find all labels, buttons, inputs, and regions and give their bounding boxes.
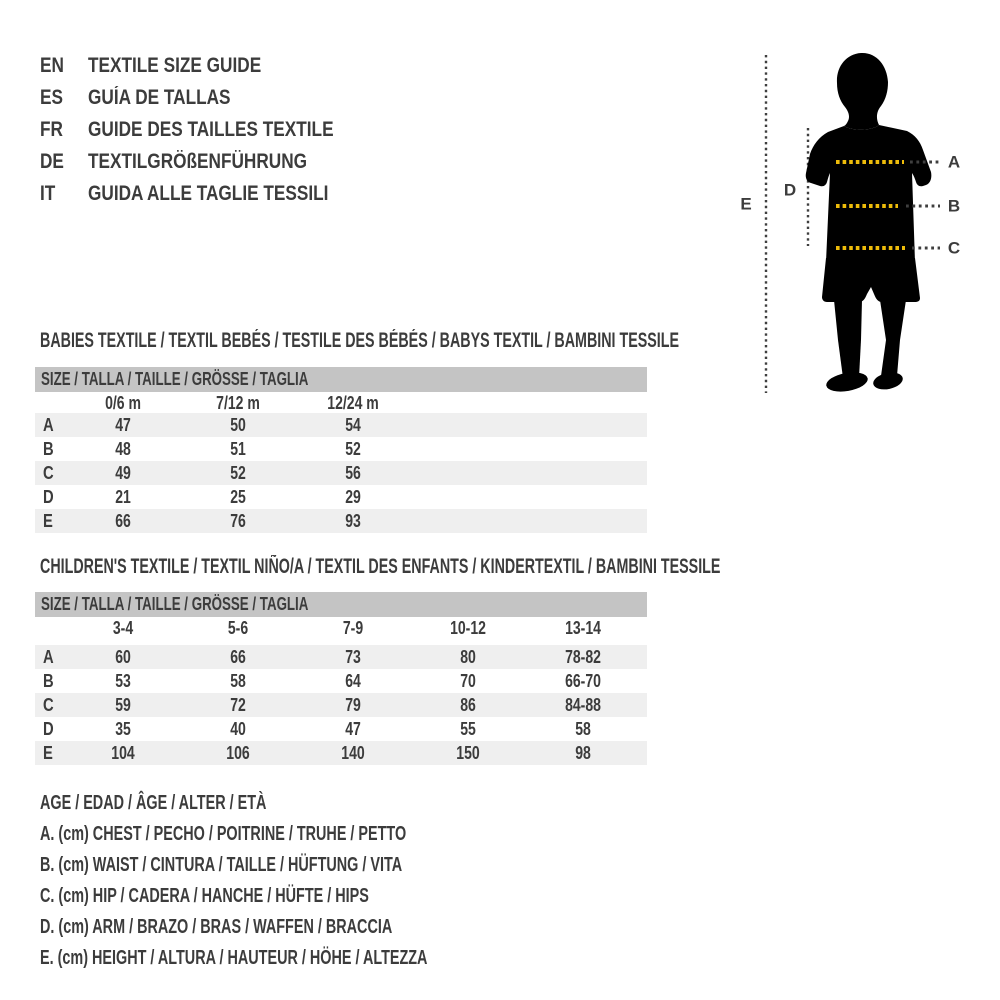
silhouette-head: [837, 53, 888, 130]
table-cell: 73: [345, 647, 362, 667]
language-code: DE: [40, 150, 64, 173]
row-label: A: [43, 415, 54, 435]
legend-arm-line: D. (cm) ARM / BRAZO / BRAS / WAFFEN / BRACCIA: [40, 916, 393, 938]
language-title: GUIDE DES TAILLES TEXTILE: [88, 118, 334, 141]
column-label: 12/24 m: [327, 393, 380, 413]
silhouette-torso: [806, 125, 932, 262]
figure-label-B: B: [947, 196, 961, 216]
row-label: C: [43, 463, 54, 483]
row-label: B: [43, 439, 54, 459]
table-cell: 72: [230, 695, 247, 715]
table-cell: 21: [115, 487, 132, 507]
table-cell: 58: [230, 671, 247, 691]
table-cell: 52: [345, 439, 362, 459]
table-row: [35, 437, 647, 461]
table-row: [35, 461, 647, 485]
children-column-labels: [35, 618, 647, 639]
legend-height-line: E. (cm) HEIGHT / ALTURA / HAUTEUR / HÖHE / ALTEZZA: [40, 947, 428, 969]
table-cell: 86: [460, 695, 477, 715]
table-cell: 66: [230, 647, 247, 667]
row-label: D: [43, 719, 54, 739]
table-cell: 56: [345, 463, 362, 483]
table-row: [35, 509, 647, 533]
children-section-title: CHILDREN'S TEXTILE / TEXTIL NIÑO/A / TEXTIL DES ENFANTS / KINDERTEXTIL / BAMBINI TESSILE: [40, 555, 721, 578]
language-row-es: [40, 82, 387, 114]
table-cell: 104: [111, 743, 136, 763]
table-cell: 66: [115, 511, 132, 531]
spacer-cell: [35, 618, 66, 639]
table-cell: 29: [345, 487, 362, 507]
language-row-en: [40, 50, 387, 82]
column-label: 0/6 m: [105, 393, 142, 413]
language-list: [40, 50, 387, 210]
table-cell: 140: [341, 743, 366, 763]
language-title: GUÍA DE TALLAS: [88, 86, 231, 109]
silhouette-left-shoe: [825, 369, 869, 394]
figure-label-D: D: [783, 180, 797, 200]
table-row: [35, 741, 647, 765]
column-label: 5-6: [228, 618, 249, 638]
figure-label-E: E: [740, 194, 752, 214]
table-cell: 150: [456, 743, 481, 763]
column-label: 3-4: [113, 618, 134, 638]
row-label: A: [43, 647, 54, 667]
babies-section: [35, 329, 679, 540]
table-cell: 52: [230, 463, 247, 483]
table-cell: 55: [460, 719, 477, 739]
column-label: 7/12 m: [216, 393, 261, 413]
table-row: [35, 645, 647, 669]
table-cell: 50: [230, 415, 247, 435]
table-cell: 84-88: [565, 695, 602, 715]
table-row: [35, 669, 647, 693]
table-cell: 58: [575, 719, 592, 739]
children-table-header-bar: SIZE / TALLA / TAILLE / GRÖSSE / TAGLIA: [35, 592, 647, 617]
column-label: 13-14: [565, 618, 602, 638]
row-label: B: [43, 671, 54, 691]
legend-waist-line: B. (cm) WAIST / CINTURA / TAILLE / HÜFTUNG / VITA: [40, 854, 403, 876]
language-title: TEXTILGRÖßENFÜHRUNG: [88, 150, 308, 173]
table-cell: 49: [115, 463, 132, 483]
language-row-fr: [40, 114, 387, 146]
table-cell: 98: [575, 743, 592, 763]
language-code: EN: [40, 54, 64, 77]
language-row-it: [40, 178, 387, 210]
language-code: IT: [40, 182, 56, 205]
table-cell: 54: [345, 415, 362, 435]
table-cell: 25: [230, 487, 247, 507]
table-row: [35, 693, 647, 717]
table-cell: 47: [345, 719, 362, 739]
row-label: C: [43, 695, 54, 715]
spacer-cell: [35, 393, 66, 413]
children-section: [35, 555, 721, 768]
language-title: GUIDA ALLE TAGLIE TESSILI: [88, 182, 329, 205]
table-cell: 80: [460, 647, 477, 667]
babies-table-header-bar: SIZE / TALLA / TAILLE / GRÖSSE / TAGLIA: [35, 367, 647, 392]
silhouette-shorts: [822, 258, 920, 302]
table-cell: 106: [226, 743, 251, 763]
table-cell: 47: [115, 415, 132, 435]
measurement-figure: [730, 40, 1000, 410]
legend-hip-line: C. (cm) HIP / CADERA / HANCHE / HÜFTE / HIPS: [40, 885, 369, 907]
figure-label-A: A: [947, 152, 961, 172]
measurement-legend: [40, 788, 578, 974]
language-code: FR: [40, 118, 63, 141]
child-silhouette-diagram: [730, 40, 1000, 410]
figure-label-C: C: [947, 238, 961, 258]
language-row-de: [40, 146, 387, 178]
babies-column-labels: [35, 393, 647, 413]
table-row: [35, 413, 647, 437]
table-cell: 60: [115, 647, 132, 667]
column-label: 10-12: [450, 618, 487, 638]
row-label: D: [43, 487, 54, 507]
table-cell: 93: [345, 511, 362, 531]
language-code: ES: [40, 86, 63, 109]
table-row: [35, 485, 647, 509]
table-cell: 79: [345, 695, 362, 715]
language-title: TEXTILE SIZE GUIDE: [88, 54, 262, 77]
table-cell: 76: [230, 511, 247, 531]
legend-chest-line: A. (cm) CHEST / PECHO / POITRINE / TRUHE / PETTO: [40, 823, 407, 845]
row-label: E: [43, 743, 53, 763]
table-row: [35, 717, 647, 741]
legend-age-line: AGE / EDAD / ÂGE / ALTER / ETÀ: [40, 792, 267, 814]
table-cell: 53: [115, 671, 132, 691]
table-cell: 48: [115, 439, 132, 459]
table-cell: 35: [115, 719, 132, 739]
table-cell: 59: [115, 695, 132, 715]
column-label: 7-9: [343, 618, 364, 638]
silhouette-right-shoe: [872, 370, 905, 392]
table-cell: 78-82: [565, 647, 602, 667]
table-cell: 64: [345, 671, 362, 691]
row-label: E: [43, 511, 53, 531]
table-cell: 51: [230, 439, 247, 459]
table-cell: 70: [460, 671, 477, 691]
table-cell: 66-70: [565, 671, 602, 691]
babies-section-title: BABIES TEXTILE / TEXTIL BEBÉS / TESTILE DES BÉBÉS / BABYS TEXTIL / BAMBINI TESSILE: [40, 329, 679, 352]
table-cell: 40: [230, 719, 247, 739]
